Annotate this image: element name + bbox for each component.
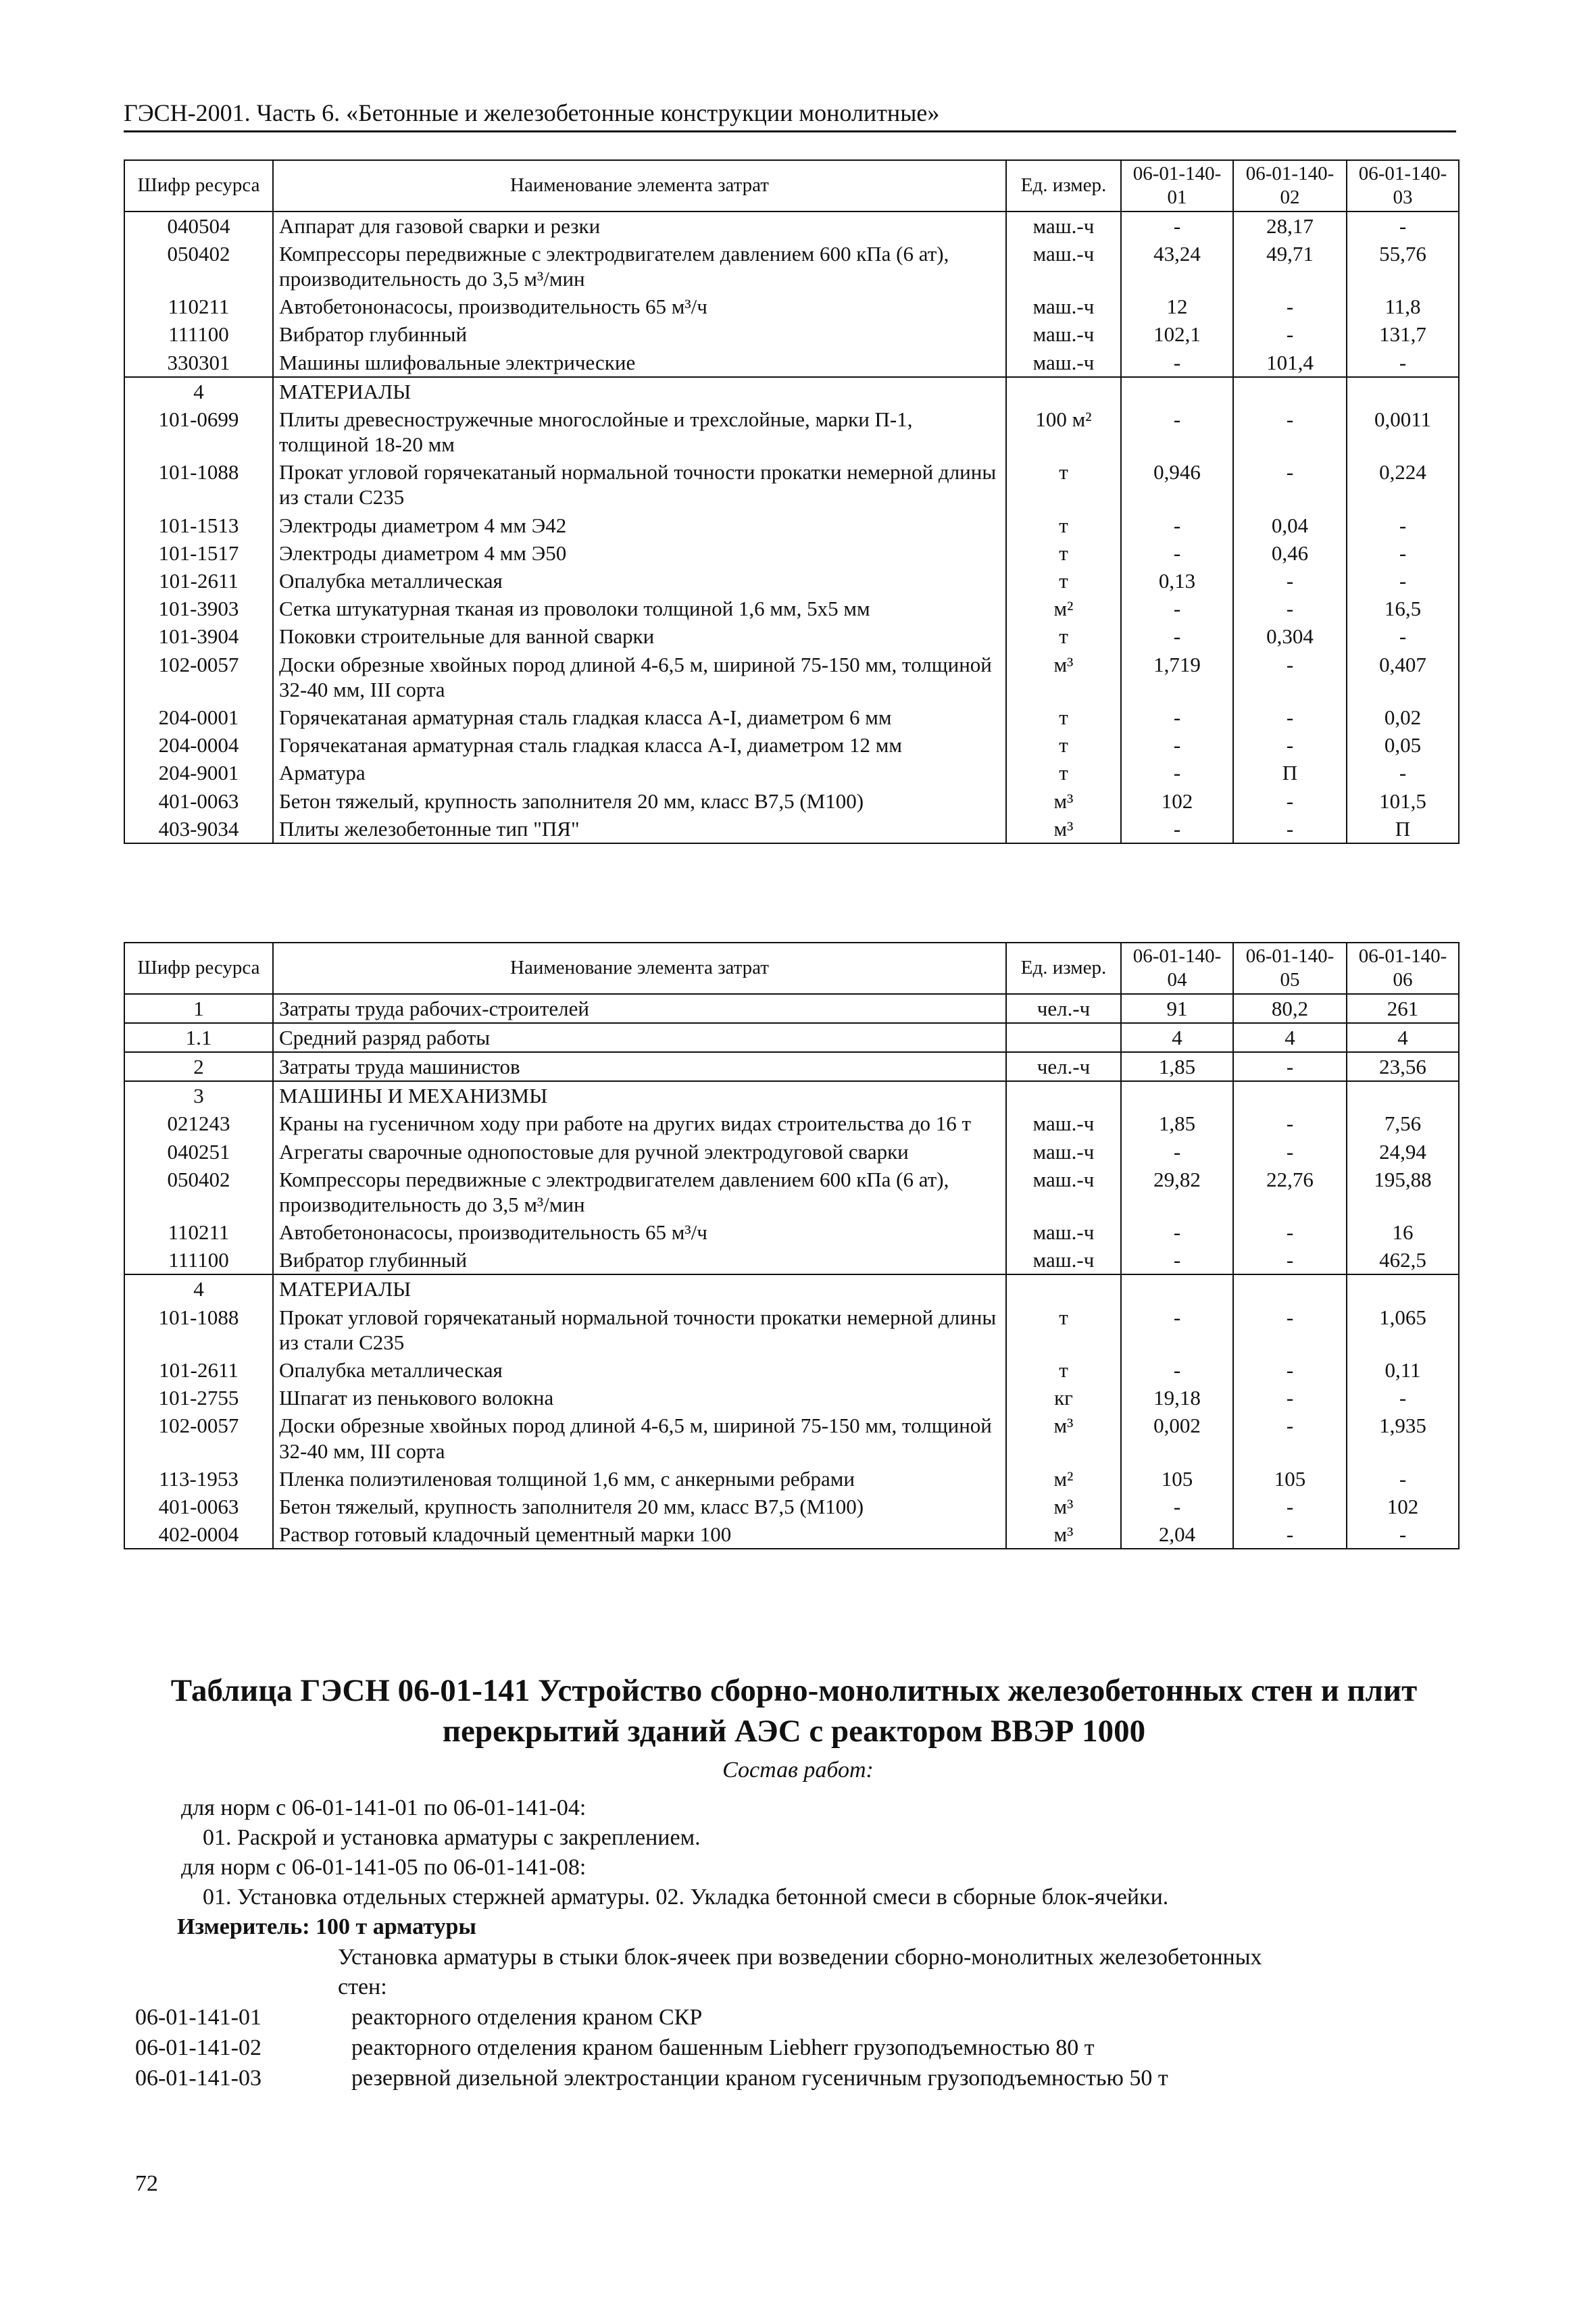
resource-code: 101-1513 <box>124 512 273 539</box>
resource-code: 4 <box>124 377 273 405</box>
resource-code: 204-9001 <box>124 759 273 787</box>
header-code: Шифр ресурса <box>124 160 273 211</box>
norm-description: резервной дизельной электростанции краном гусеничным грузоподъемностью 50 т <box>351 2066 1168 2091</box>
table-row <box>124 1520 1459 1549</box>
resource-name: Прокат угловой горячекатаный нормальной точности прокатки немерной длины из стали С235 <box>273 458 1006 511</box>
table-row <box>124 1052 1459 1081</box>
unit-of-measure: м³ <box>1006 1520 1121 1549</box>
unit-of-measure <box>1006 1023 1121 1052</box>
table-row <box>124 622 1459 650</box>
resource-name: Доски обрезные хвойных пород длиной 4-6,5 м, шириной 75-150 мм, толщиной 32-40 мм, III сорта <box>273 651 1006 703</box>
norms-group-2-work: 01. Установка отдельных стержней арматуры. 02. Укладка бетонной смеси в сборные блок-ячейки. <box>203 1885 1169 1910</box>
norm-value-3: - <box>1347 567 1459 595</box>
norm-description: реакторного отделения краном СКР <box>351 2005 703 2030</box>
norm-value-3: 24,94 <box>1347 1138 1459 1166</box>
resource-name: Затраты труда машинистов <box>273 1052 1006 1081</box>
table-row <box>124 759 1459 787</box>
norm-value-2: 101,4 <box>1233 349 1347 377</box>
resource-code: 110211 <box>124 1218 273 1246</box>
norm-value-1: 43,24 <box>1121 240 1233 293</box>
norm-value-3: - <box>1347 759 1459 787</box>
unit-of-measure: м³ <box>1006 1412 1121 1464</box>
norm-value-2: - <box>1233 1493 1347 1520</box>
resource-name: Средний разряд работы <box>273 1023 1006 1052</box>
norm-value-3: П <box>1347 815 1459 843</box>
norm-value-2 <box>1233 1081 1347 1110</box>
unit-of-measure: т <box>1006 539 1121 567</box>
norm-value-1: - <box>1121 1218 1233 1246</box>
unit-of-measure <box>1006 1274 1121 1303</box>
resource-code: 1.1 <box>124 1023 273 1052</box>
norm-value-1: - <box>1121 1493 1233 1520</box>
table-row <box>124 815 1459 843</box>
norm-code: 06-01-141-02 <box>135 2035 261 2060</box>
norm-value-3: - <box>1347 349 1459 377</box>
norm-value-2: - <box>1233 815 1347 843</box>
norm-value-1: 12 <box>1121 293 1233 320</box>
resource-code: 204-0004 <box>124 731 273 759</box>
resource-code: 111100 <box>124 320 273 348</box>
table-row <box>124 1493 1459 1520</box>
norm-value-3: 261 <box>1347 994 1459 1023</box>
resource-name: Плиты железобетонные тип "ПЯ" <box>273 815 1006 843</box>
norm-value-1: 1,85 <box>1121 1110 1233 1137</box>
norm-value-2: - <box>1233 703 1347 731</box>
unit-of-measure: м³ <box>1006 1493 1121 1520</box>
norm-value-3: - <box>1347 211 1459 240</box>
header-unit: Ед. измер. <box>1006 160 1121 211</box>
norm-value-3: 0,407 <box>1347 651 1459 703</box>
table-row <box>124 1384 1459 1412</box>
table-row <box>124 1412 1459 1464</box>
norm-value-3: 1,935 <box>1347 1412 1459 1464</box>
norm-value-3: - <box>1347 539 1459 567</box>
resource-code: 102-0057 <box>124 651 273 703</box>
norm-value-3: 102 <box>1347 1493 1459 1520</box>
section-row <box>124 377 1459 405</box>
norm-value-2: - <box>1233 1246 1347 1274</box>
resource-code: 4 <box>124 1274 273 1303</box>
table-141-title <box>132 1670 1456 1751</box>
resource-code: 330301 <box>124 349 273 377</box>
unit-of-measure <box>1006 377 1121 405</box>
resource-name: Бетон тяжелый, крупность заполнителя 20 мм, класс В7,5 (М100) <box>273 1493 1006 1520</box>
unit-of-measure: т <box>1006 458 1121 511</box>
norm-value-2: - <box>1233 1520 1347 1549</box>
resource-name: Шпагат из пенькового волокна <box>273 1384 1006 1412</box>
norm-value-1: - <box>1121 211 1233 240</box>
table2-body <box>124 994 1459 1549</box>
norm-value-2 <box>1233 1274 1347 1303</box>
table-row <box>124 349 1459 377</box>
norm-value-1 <box>1121 377 1233 405</box>
resource-name: Прокат угловой горячекатаный нормальной точности прокатки немерной длины из стали С235 <box>273 1303 1006 1356</box>
norms-group-2-label: для норм с 06-01-141-05 по 06-01-141-08: <box>181 1855 587 1880</box>
resource-name: Поковки строительные для ванной сварки <box>273 622 1006 650</box>
norm-value-3: 0,11 <box>1347 1356 1459 1384</box>
resource-code: 101-1517 <box>124 539 273 567</box>
norm-value-2: - <box>1233 458 1347 511</box>
norm-value-3: 0,224 <box>1347 458 1459 511</box>
resource-name: Опалубка металлическая <box>273 567 1006 595</box>
norm-value-3: 1,065 <box>1347 1303 1459 1356</box>
norm-value-2: - <box>1233 787 1347 815</box>
norms-group-1-work: 01. Раскрой и установка арматуры с закреплением. <box>203 1825 701 1850</box>
norm-value-1: 102 <box>1121 787 1233 815</box>
resource-code: 111100 <box>124 1246 273 1274</box>
section-row <box>124 1081 1459 1110</box>
norm-value-3: 4 <box>1347 1023 1459 1052</box>
unit-of-measure: м³ <box>1006 815 1121 843</box>
norm-value-1: - <box>1121 539 1233 567</box>
norm-value-1: 0,13 <box>1121 567 1233 595</box>
resource-name: Горячекатаная арматурная сталь гладкая класса А-I, диаметром 6 мм <box>273 703 1006 731</box>
resource-name: Затраты труда рабочих-строителей <box>273 994 1006 1023</box>
resource-code: 101-1088 <box>124 458 273 511</box>
resource-name: Компрессоры передвижные с электродвигателем давлением 600 кПа (6 ат), производительность до 3,5 м³/мин <box>273 1166 1006 1218</box>
norm-value-3: 7,56 <box>1347 1110 1459 1137</box>
norm-value-1: - <box>1121 1303 1233 1356</box>
norm-value-2: - <box>1233 567 1347 595</box>
header-code: Шифр ресурса <box>124 943 273 994</box>
norm-value-2: - <box>1233 405 1347 458</box>
install-description-line-2: стен: <box>338 1974 387 1999</box>
resource-name: Сетка штукатурная тканая из проволоки толщиной 1,6 мм, 5х5 мм <box>273 595 1006 622</box>
resource-code: 204-0001 <box>124 703 273 731</box>
norm-value-1: - <box>1121 731 1233 759</box>
norm-value-1 <box>1121 1081 1233 1110</box>
norm-row <box>135 2035 1095 2062</box>
resource-name: Машины шлифовальные электрические <box>273 349 1006 377</box>
unit-of-measure: маш.-ч <box>1006 349 1121 377</box>
norm-value-3: 0,02 <box>1347 703 1459 731</box>
unit-of-measure: кг <box>1006 1384 1121 1412</box>
norm-value-2: - <box>1233 1412 1347 1464</box>
unit-of-measure: маш.-ч <box>1006 1218 1121 1246</box>
norm-value-1: - <box>1121 512 1233 539</box>
unit-of-measure: маш.-ч <box>1006 1166 1121 1218</box>
norm-value-2: 22,76 <box>1233 1166 1347 1218</box>
norm-value-1: 91 <box>1121 994 1233 1023</box>
norm-value-1: - <box>1121 405 1233 458</box>
norm-value-2: 105 <box>1233 1465 1347 1493</box>
norm-value-3: 0,05 <box>1347 731 1459 759</box>
norm-description: реакторного отделения краном башенным Liebherr грузоподъемностью 80 т <box>351 2035 1095 2060</box>
unit-of-measure: т <box>1006 512 1121 539</box>
norm-value-1: 105 <box>1121 1465 1233 1493</box>
header-norm-1: 06-01-140-01 <box>1121 160 1233 211</box>
resource-code: 021243 <box>124 1110 273 1137</box>
section-title: МАТЕРИАЛЫ <box>273 377 1006 405</box>
table-row <box>124 320 1459 348</box>
norm-value-3: - <box>1347 512 1459 539</box>
unit-of-measure: м² <box>1006 1465 1121 1493</box>
norm-value-1: 4 <box>1121 1023 1233 1052</box>
table-row <box>124 240 1459 293</box>
norm-value-3: 16,5 <box>1347 595 1459 622</box>
unit-of-measure: т <box>1006 567 1121 595</box>
table-row <box>124 651 1459 703</box>
table-header-row <box>124 160 1459 211</box>
norm-value-2: 0,304 <box>1233 622 1347 650</box>
norm-value-3: - <box>1347 622 1459 650</box>
unit-of-measure: маш.-ч <box>1006 1110 1121 1137</box>
norm-value-1: - <box>1121 759 1233 787</box>
norm-value-1: 19,18 <box>1121 1384 1233 1412</box>
table-row <box>124 994 1459 1023</box>
resource-name: Вибратор глубинный <box>273 320 1006 348</box>
unit-of-measure: 100 м² <box>1006 405 1121 458</box>
norm-value-1: 102,1 <box>1121 320 1233 348</box>
table-row <box>124 787 1459 815</box>
norm-row <box>135 2065 1168 2093</box>
table-header-row <box>124 943 1459 994</box>
norm-value-3: 195,88 <box>1347 1166 1459 1218</box>
running-header: ГЭСН-2001. Часть 6. «Бетонные и железобетонные конструкции монолитные» <box>124 99 1456 132</box>
header-name: Наименование элемента затрат <box>273 943 1006 994</box>
resource-name: Электроды диаметром 4 мм Э42 <box>273 512 1006 539</box>
unit-of-measure: маш.-ч <box>1006 211 1121 240</box>
resource-name: Краны на гусеничном ходу при работе на других видах строительства до 16 т <box>273 1110 1006 1137</box>
resource-code: 040504 <box>124 211 273 240</box>
resource-code: 403-9034 <box>124 815 273 843</box>
resource-code: 101-3904 <box>124 622 273 650</box>
norm-value-1: - <box>1121 622 1233 650</box>
table-141-title-line-1: Таблица ГЭСН 06-01-141 Устройство сборно-монолитных железобетонных стен и плит <box>170 1673 1418 1708</box>
resource-name: Раствор готовый кладочный цементный марки 100 <box>273 1520 1006 1549</box>
norm-value-1: 0,946 <box>1121 458 1233 511</box>
unit-of-measure: м³ <box>1006 651 1121 703</box>
header-name: Наименование элемента затрат <box>273 160 1006 211</box>
norm-value-2: - <box>1233 595 1347 622</box>
table-row <box>124 1110 1459 1137</box>
norm-value-2: 80,2 <box>1233 994 1347 1023</box>
norm-value-1: - <box>1121 1356 1233 1384</box>
install-description-line-1: Установка арматуры в стыки блок-ячеек при возведении сборно-монолитных железобетонных <box>338 1945 1262 1970</box>
resource-code: 3 <box>124 1081 273 1110</box>
norm-value-3: - <box>1347 1520 1459 1549</box>
resource-code: 101-2755 <box>124 1384 273 1412</box>
unit-of-measure: м² <box>1006 595 1121 622</box>
resource-name: Электроды диаметром 4 мм Э50 <box>273 539 1006 567</box>
norm-value-2: - <box>1233 1052 1347 1081</box>
unit-of-measure: т <box>1006 759 1121 787</box>
norm-value-1: - <box>1121 703 1233 731</box>
norm-value-2: - <box>1233 320 1347 348</box>
unit-of-measure: маш.-ч <box>1006 1138 1121 1166</box>
norm-value-2: 0,04 <box>1233 512 1347 539</box>
norm-row <box>135 2004 702 2032</box>
norm-value-2: 4 <box>1233 1023 1347 1052</box>
composition-title: Состав работ: <box>722 1758 874 1783</box>
norm-value-3: 101,5 <box>1347 787 1459 815</box>
resource-table-140-01-03 <box>124 159 1460 844</box>
norm-value-3: 0,0011 <box>1347 405 1459 458</box>
resource-code: 050402 <box>124 1166 273 1218</box>
table-row <box>124 1303 1459 1356</box>
norm-value-2: П <box>1233 759 1347 787</box>
norm-value-2: - <box>1233 651 1347 703</box>
norm-code: 06-01-141-01 <box>135 2005 261 2030</box>
norm-value-3: 16 <box>1347 1218 1459 1246</box>
table-row <box>124 512 1459 539</box>
norm-value-2 <box>1233 377 1347 405</box>
unit-of-measure: маш.-ч <box>1006 293 1121 320</box>
resource-code: 401-0063 <box>124 787 273 815</box>
norm-value-3: 55,76 <box>1347 240 1459 293</box>
unit-of-measure: маш.-ч <box>1006 320 1121 348</box>
norm-value-1: - <box>1121 1138 1233 1166</box>
header-norm-1: 06-01-140-04 <box>1121 943 1233 994</box>
header-norm-3: 06-01-140-06 <box>1347 943 1459 994</box>
unit-of-measure: т <box>1006 703 1121 731</box>
unit-of-measure: маш.-ч <box>1006 1246 1121 1274</box>
page-number: 72 <box>135 2171 158 2196</box>
table-row <box>124 1023 1459 1052</box>
table-row <box>124 1218 1459 1246</box>
table-row <box>124 567 1459 595</box>
norm-value-1: 1,719 <box>1121 651 1233 703</box>
norm-value-2: - <box>1233 1384 1347 1412</box>
table-141-title-line-2: перекрытий зданий АЭС с реактором ВВЭР 1000 <box>442 1714 1146 1749</box>
header-unit: Ед. измер. <box>1006 943 1121 994</box>
table-row <box>124 703 1459 731</box>
unit-of-measure: чел.-ч <box>1006 1052 1121 1081</box>
norm-value-3: 131,7 <box>1347 320 1459 348</box>
norm-value-1: 2,04 <box>1121 1520 1233 1549</box>
table-row <box>124 1246 1459 1274</box>
resource-name: Доски обрезные хвойных пород длиной 4-6,5 м, шириной 75-150 мм, толщиной 32-40 мм, III сорта <box>273 1412 1006 1464</box>
section-row <box>124 1274 1459 1303</box>
norm-value-1: - <box>1121 595 1233 622</box>
table-row <box>124 1465 1459 1493</box>
norm-value-1: 0,002 <box>1121 1412 1233 1464</box>
resource-name: Плиты древесностружечные многослойные и трехслойные, марки П-1, толщиной 18-20 мм <box>273 405 1006 458</box>
unit-of-measure: т <box>1006 731 1121 759</box>
norm-value-2: - <box>1233 293 1347 320</box>
resource-name: Опалубка металлическая <box>273 1356 1006 1384</box>
resource-code: 101-1088 <box>124 1303 273 1356</box>
header-norm-3: 06-01-140-03 <box>1347 160 1459 211</box>
resource-name: Автобетононасосы, производительность 65 м³/ч <box>273 293 1006 320</box>
resource-table-140-04-06 <box>124 942 1460 1549</box>
norm-value-1 <box>1121 1274 1233 1303</box>
norm-value-2: - <box>1233 1218 1347 1246</box>
table-row <box>124 293 1459 320</box>
norm-value-2: - <box>1233 1356 1347 1384</box>
table-row <box>124 1166 1459 1218</box>
resource-code: 113-1953 <box>124 1465 273 1493</box>
meter-label: Измеритель: <box>177 1914 310 1939</box>
table-row <box>124 211 1459 240</box>
table-row <box>124 1356 1459 1384</box>
norm-value-2: - <box>1233 1303 1347 1356</box>
table-row <box>124 539 1459 567</box>
unit-of-measure: маш.-ч <box>1006 240 1121 293</box>
norm-value-1: - <box>1121 815 1233 843</box>
resource-code: 040251 <box>124 1138 273 1166</box>
norm-value-3: - <box>1347 1384 1459 1412</box>
resource-code: 402-0004 <box>124 1520 273 1549</box>
resource-code: 401-0063 <box>124 1493 273 1520</box>
resource-name: Бетон тяжелый, крупность заполнителя 20 мм, класс В7,5 (М100) <box>273 787 1006 815</box>
norm-value-2: - <box>1233 731 1347 759</box>
norm-value-1: - <box>1121 1246 1233 1274</box>
norm-value-1: - <box>1121 349 1233 377</box>
resource-name: Автобетононасосы, производительность 65 м³/ч <box>273 1218 1006 1246</box>
unit-of-measure: т <box>1006 1356 1121 1384</box>
unit-of-measure: т <box>1006 622 1121 650</box>
norm-value-2: 28,17 <box>1233 211 1347 240</box>
resource-name: Пленка полиэтиленовая толщиной 1,6 мм, с анкерными ребрами <box>273 1465 1006 1493</box>
resource-code: 101-2611 <box>124 567 273 595</box>
resource-code: 2 <box>124 1052 273 1081</box>
unit-of-measure <box>1006 1081 1121 1110</box>
resource-code: 102-0057 <box>124 1412 273 1464</box>
unit-of-measure: м³ <box>1006 787 1121 815</box>
norm-value-2: - <box>1233 1110 1347 1137</box>
norm-value-3 <box>1347 1081 1459 1110</box>
norm-value-2: - <box>1233 1138 1347 1166</box>
section-title: МАШИНЫ И МЕХАНИЗМЫ <box>273 1081 1006 1110</box>
resource-name: Агрегаты сварочные однопостовые для ручной электродуговой сварки <box>273 1138 1006 1166</box>
norm-value-1: 29,82 <box>1121 1166 1233 1218</box>
resource-name: Горячекатаная арматурная сталь гладкая класса А-I, диаметром 12 мм <box>273 731 1006 759</box>
norm-value-3: - <box>1347 1465 1459 1493</box>
table-row <box>124 1138 1459 1166</box>
resource-name: Аппарат для газовой сварки и резки <box>273 211 1006 240</box>
unit-of-measure: т <box>1006 1303 1121 1356</box>
table1-body <box>124 211 1459 843</box>
norm-value-3 <box>1347 377 1459 405</box>
norm-value-2: 49,71 <box>1233 240 1347 293</box>
table-row <box>124 458 1459 511</box>
resource-code: 101-3903 <box>124 595 273 622</box>
resource-code: 101-2611 <box>124 1356 273 1384</box>
norms-group-1-label: для норм с 06-01-141-01 по 06-01-141-04: <box>181 1795 587 1820</box>
norm-value-3: 462,5 <box>1347 1246 1459 1274</box>
header-norm-2: 06-01-140-02 <box>1233 160 1347 211</box>
norm-value-2: 0,46 <box>1233 539 1347 567</box>
header-norm-2: 06-01-140-05 <box>1233 943 1347 994</box>
resource-name: Арматура <box>273 759 1006 787</box>
meter-value: 100 т арматуры <box>316 1914 476 1939</box>
resource-name: Вибратор глубинный <box>273 1246 1006 1274</box>
norm-value-1: 1,85 <box>1121 1052 1233 1081</box>
norm-value-3: 11,8 <box>1347 293 1459 320</box>
table-row <box>124 595 1459 622</box>
section-title: МАТЕРИАЛЫ <box>273 1274 1006 1303</box>
norm-code: 06-01-141-03 <box>135 2066 261 2091</box>
resource-code: 101-0699 <box>124 405 273 458</box>
table-row <box>124 731 1459 759</box>
resource-code: 110211 <box>124 293 273 320</box>
resource-code: 1 <box>124 994 273 1023</box>
norm-value-3 <box>1347 1274 1459 1303</box>
norm-value-3: 23,56 <box>1347 1052 1459 1081</box>
resource-code: 050402 <box>124 240 273 293</box>
table-row <box>124 405 1459 458</box>
resource-name: Компрессоры передвижные с электродвигателем давлением 600 кПа (6 ат), производительность до 3,5 м³/мин <box>273 240 1006 293</box>
meter-line <box>177 1914 476 1941</box>
unit-of-measure: чел.-ч <box>1006 994 1121 1023</box>
